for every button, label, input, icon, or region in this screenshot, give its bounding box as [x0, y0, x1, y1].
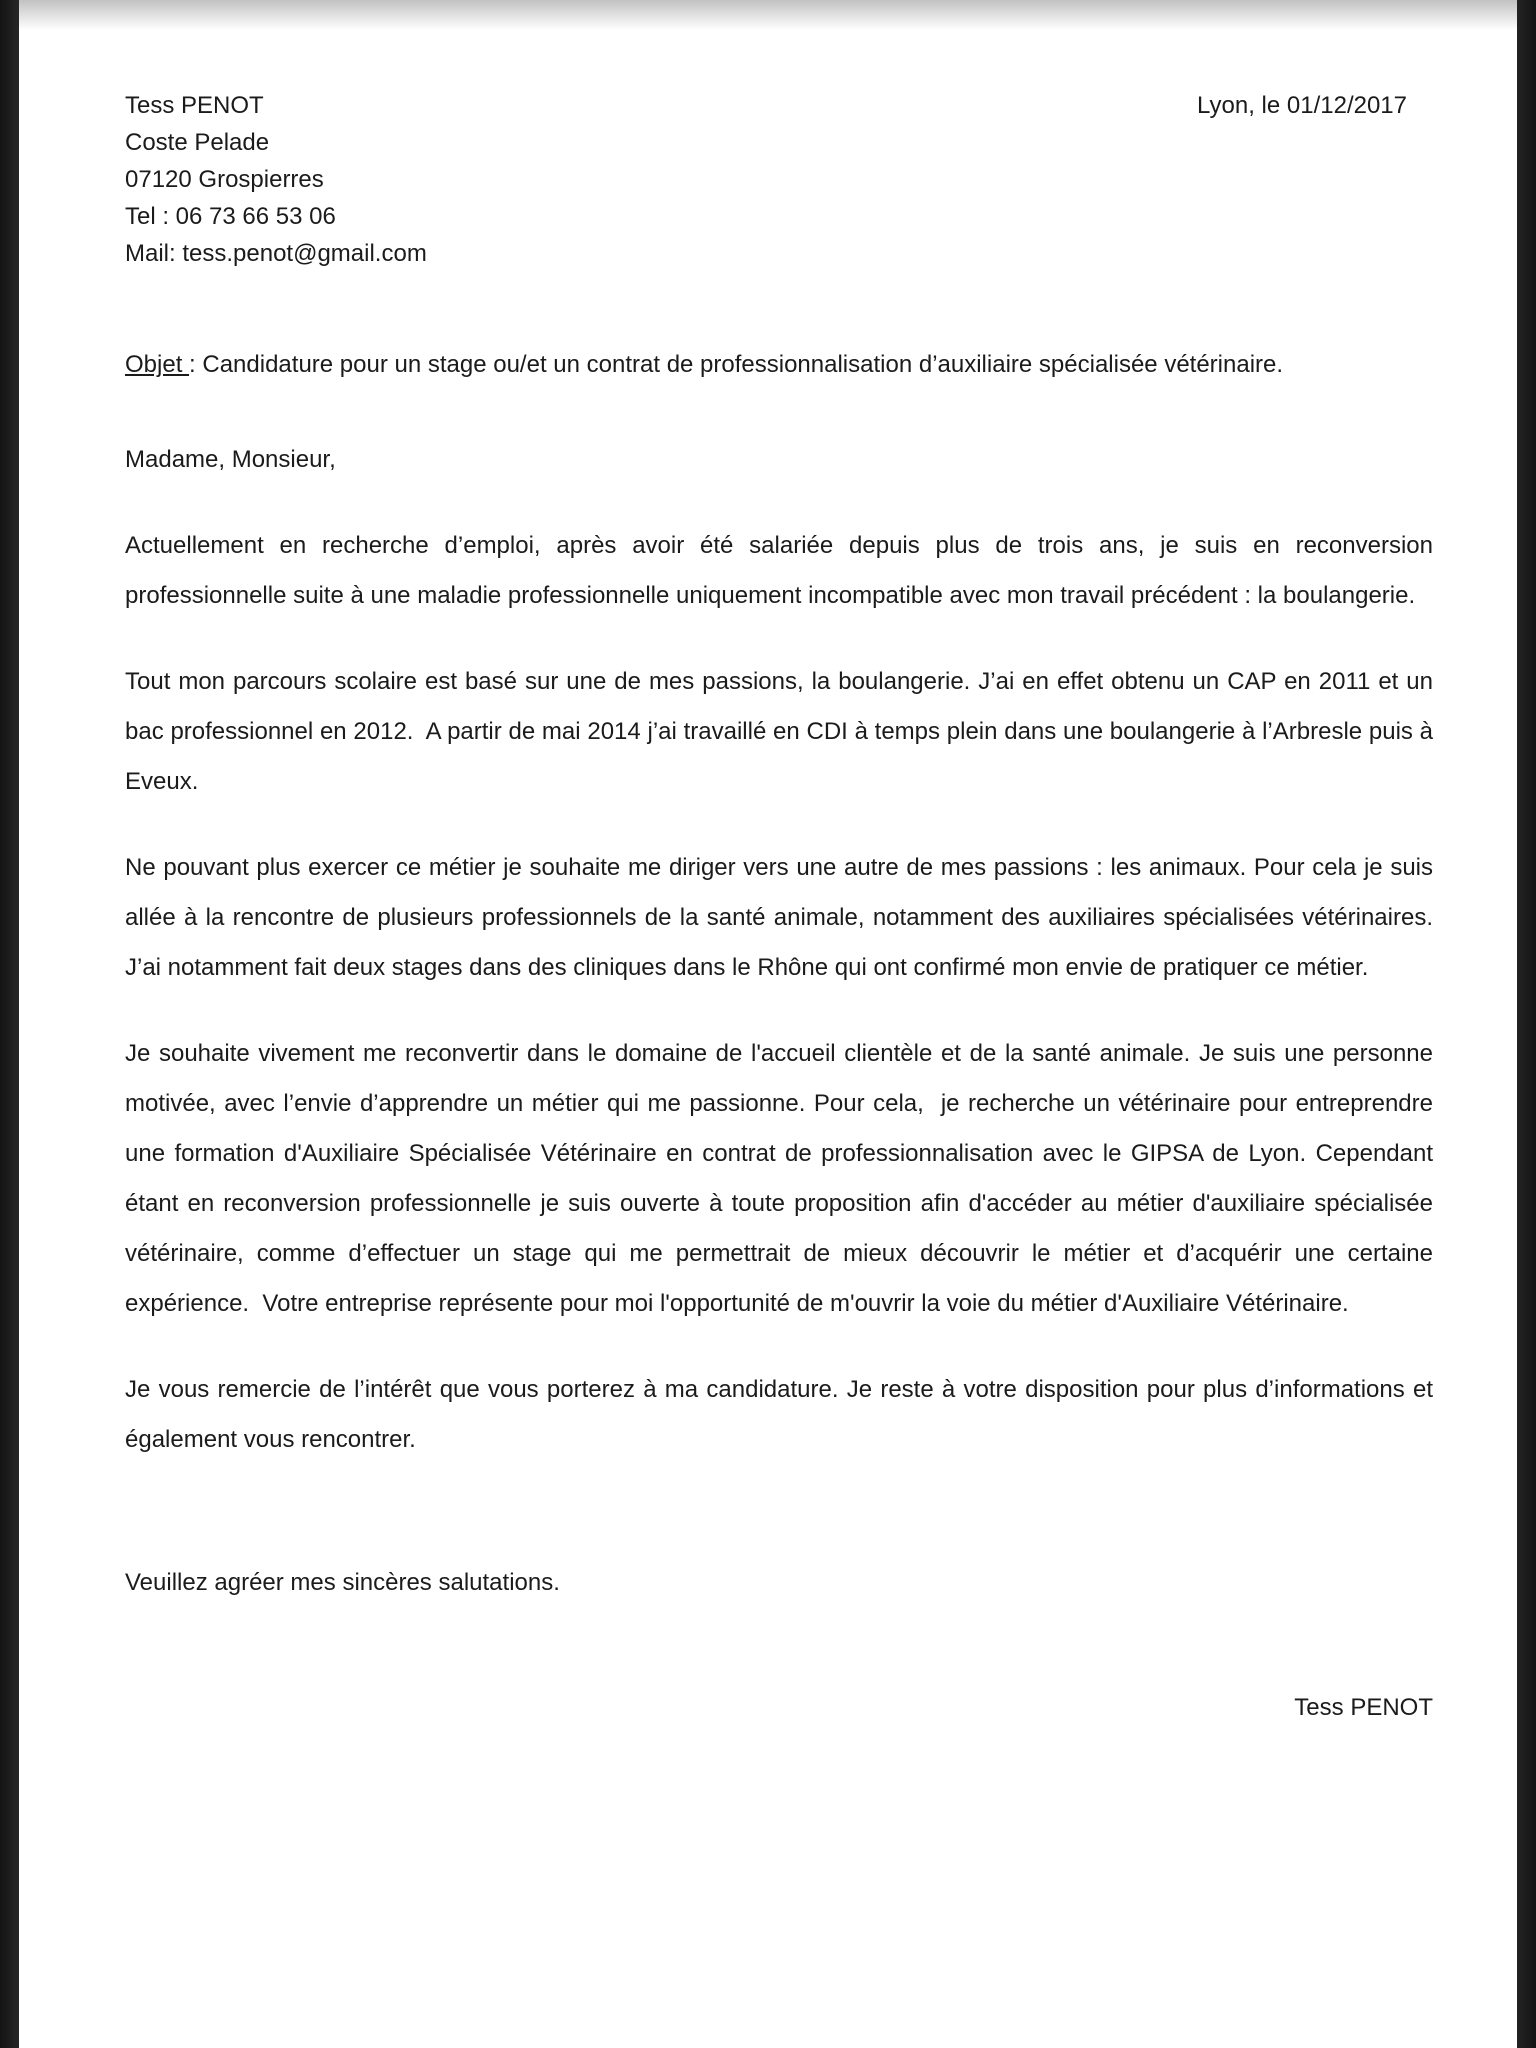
- viewer-edge-left-strip: [0, 0, 19, 2048]
- sender-address-line-1: Coste Pelade: [125, 129, 270, 156]
- subject-label: Objet: [125, 351, 190, 378]
- letter-body: [125, 340, 1440, 1733]
- salutation: Madame, Monsieur,: [125, 446, 336, 473]
- sender-address-line-2: 07120 Grospierres: [125, 166, 324, 193]
- letter-header: [125, 87, 1433, 272]
- subject-line: [125, 340, 1433, 390]
- sender-email: Mail: tess.penot@gmail.com: [125, 240, 427, 267]
- letter-paragraph-5: Je vous remercie de l’intérêt que vous porterez à ma candidature. Je reste à votre disposition pour plus d’informations et également vous rencontrer.: [125, 1376, 1440, 1453]
- page-top-shadow: [19, 0, 1517, 30]
- letter-content: [125, 0, 1440, 1733]
- closing-line: Veuillez agréer mes sincères salutations.: [125, 1569, 560, 1596]
- sender-block: [125, 87, 427, 272]
- letter-paragraph-4: Je souhaite vivement me reconvertir dans le domaine de l'accueil clientèle et de la santé animale. Je suis une personne motivée, avec l’envie d’apprendre un métier qui me passionne. Pour cela, je recherche un vétérinaire pour entreprendre une formation d'Auxiliaire Spécialisée Vétérinaire en contrat de professionnalisation avec le GIPSA de Lyon. Cependant étant en reconversion professionnelle je suis ouverte à toute proposition afin d'accéder au métier d'auxiliaire spécialisée vétérinaire, comme d’effectuer un stage qui me permettrait de mieux découvrir le métier et d’acquérir une certaine expérience. Votre entreprise représente pour moi l'opportunité de m'ouvrir la voie du métier d'Auxiliaire Vétérinaire.: [125, 1040, 1440, 1317]
- letter-paragraph-2: Tout mon parcours scolaire est basé sur une de mes passions, la boulangerie. J’ai en effet obtenu un CAP en 2011 et un bac professionnel en 2012. A partir de mai 2014 j’ai travaillé en CDI à temps plein dans une boulangerie à l’Arbresle puis à Eveux.: [125, 668, 1440, 795]
- letter-paragraph-1: Actuellement en recherche d’emploi, après avoir été salariée depuis plus de trois ans, je suis en reconversion professionnelle suite à une maladie professionnelle uniquement incompatible avec mon travail précédent : la boulangerie.: [125, 532, 1440, 609]
- subject-text: : Candidature pour un stage ou/et un contrat de professionnalisation d’auxiliaire spécialisée vétérinaire.: [189, 351, 1284, 378]
- letter-paragraph-3: Ne pouvant plus exercer ce métier je souhaite me diriger vers une autre de mes passions : les animaux. Pour cela je suis allée à la rencontre de plusieurs professionnels de la santé animale, notamment des auxiliaires spécialisées vétérinaires. J’ai notamment fait deux stages dans des cliniques dans le Rhône qui ont confirmé mon envie de pratiquer ce métier.: [125, 854, 1440, 981]
- date-line: Lyon, le 01/12/2017: [1197, 92, 1407, 119]
- viewer-edge-right-strip: [1517, 0, 1536, 2048]
- sender-phone: Tel : 06 73 66 53 06: [125, 203, 336, 230]
- signature: Tess PENOT: [1294, 1694, 1433, 1721]
- sender-name: Tess PENOT: [125, 92, 264, 119]
